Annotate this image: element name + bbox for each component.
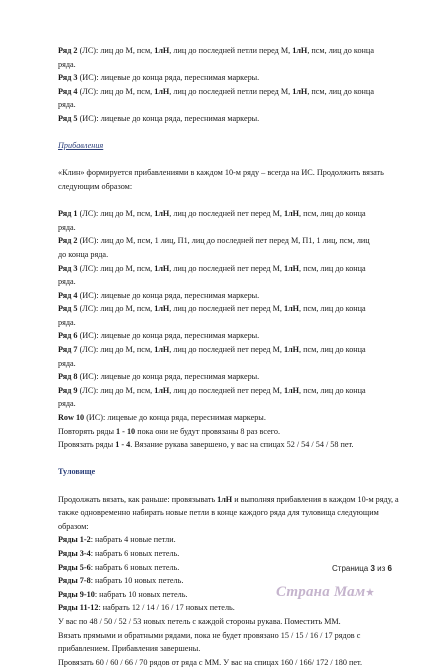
body-row: Ряды 3-4: набрать 6 новых петель. [58, 548, 180, 558]
tail-line: Вязать прямыми и обратными рядами, пока не будет провязано 15 / 15 / 16 / 17 рядов с [58, 630, 361, 640]
body-row: Ряды 9-10: набрать 10 новых петель. [58, 589, 188, 599]
repeat-instruction: Повторять ряды 1 - 10 пока они не будут провязаны 8 раз всего. [58, 426, 280, 436]
rows-block-top [58, 44, 403, 126]
section-heading-increases: Прибавления [58, 141, 104, 151]
knit-instruction: Провязать ряды 1 - 4. Вязание рукава завершено, у вас на спицах 52 / 54 / 54 / 58 пет. [58, 440, 354, 450]
row-line: Ряд 5 (ИС): лицевые до конца ряда, переснимая маркеры. [58, 113, 260, 123]
row-line: Ряд 7 (ЛС): лиц до М, псм, 1лН, лиц до последней пет перед М, 1лН, псм, лиц до конца [58, 345, 366, 355]
row-line: Ряд 4 (ИС): лицевые до конца ряда, переснимая маркеры. [58, 290, 260, 300]
body-row: Ряды 11-12: набрать 12 / 14 / 16 / 17 новых петель. [58, 603, 235, 613]
row-line: Ряд 9 (ЛС): лиц до М, псм, 1лН, лиц до последней пет перед М, 1лН, псм, лиц до конца [58, 385, 366, 395]
row-line: ряда. [58, 277, 76, 287]
star-icon [366, 588, 374, 596]
row-line: ряда. [58, 222, 76, 232]
tail-line: Провязать 60 / 60 / 66 / 70 рядов от ряда с ММ. У вас на спицах 160 / 166/ 172 / 180 пет. [58, 657, 363, 667]
tail-line: У вас по 48 / 50 / 52 / 53 новых петель с каждой стороны рукава. Поместить ММ. [58, 616, 341, 626]
row-line: Ряд 4 (ЛС): лиц до М, псм, 1лН, лиц до последней петли перед М, 1лН, псм, лиц до конца [58, 86, 374, 96]
body-row: Ряды 7-8: набрать 10 новых петель. [58, 576, 184, 586]
document-page [58, 44, 403, 669]
row-line: ряда. [58, 399, 76, 409]
row-line: Ряд 3 (ЛС): лиц до М, псм, 1лН, лиц до последней пет перед М, 1лН, псм, лиц до конца [58, 263, 366, 273]
row-line: ряда. [58, 100, 76, 110]
row-line: Ряд 2 (ЛС): лиц до М, псм, 1лН, лиц до последней петли перед М, 1лН, псм, лиц до конца [58, 46, 374, 55]
body-rows [58, 533, 403, 615]
tail-line: прибавлением. Прибавления завершены. [58, 644, 201, 654]
body-tail [58, 615, 403, 669]
rows-block-increases [58, 207, 403, 425]
row-line: Ряд 5 (ЛС): лиц до М, псм, 1лН, лиц до последней пет перед М, 1лН, псм, лиц до конца [58, 304, 366, 314]
row-line: Row 10 (ИС): лицевые до конца ряда, переснимая маркеры. [58, 413, 266, 423]
site-logo: Страна Мам [276, 584, 374, 601]
increases-intro: «Клин» формируется прибавлениями в каждом 10-м ряду – всегда на ИС. Продолжить вязать следующим образом: [58, 168, 384, 191]
row-line: ряда. [58, 317, 76, 327]
section-heading-body: Туловище [58, 467, 96, 477]
row-line: Ряд 1 (ЛС): лиц до М, псм, 1лН, лиц до последней пет перед М, 1лН, псм, лиц до конца [58, 209, 366, 219]
body-row: Ряды 1-2: набрать 4 новые петли. [58, 535, 176, 545]
row-line: Ряд 3 (ИС): лицевые до конца ряда, переснимая маркеры. [58, 73, 260, 83]
row-line: Ряд 2 (ИС): лиц до М, псм, 1 лиц, П1, лиц до последней пет перед М, П1, 1 лиц, псм, лиц [58, 236, 370, 246]
row-line: ряда. [58, 358, 76, 368]
body-row: Ряды 5-6: набрать 6 новых петель. [58, 562, 180, 572]
row-line: до конца ряда. [58, 249, 109, 259]
row-line: ряда. [58, 59, 76, 69]
row-line: Ряд 6 (ИС): лицевые до конца ряда, переснимая маркеры. [58, 331, 260, 341]
page-footer: Страница 3 из 6 [332, 564, 392, 573]
body-intro: Продолжать вязать, как раньше: провязывать 1лН и выполняя прибавления в каждом 10-м ряду, а также одновременно набирать новые петли в конце каждого ряда для туловища следующим образом: [58, 494, 399, 531]
row-line: Ряд 8 (ИС): лицевые до конца ряда, переснимая маркеры. [58, 372, 260, 382]
